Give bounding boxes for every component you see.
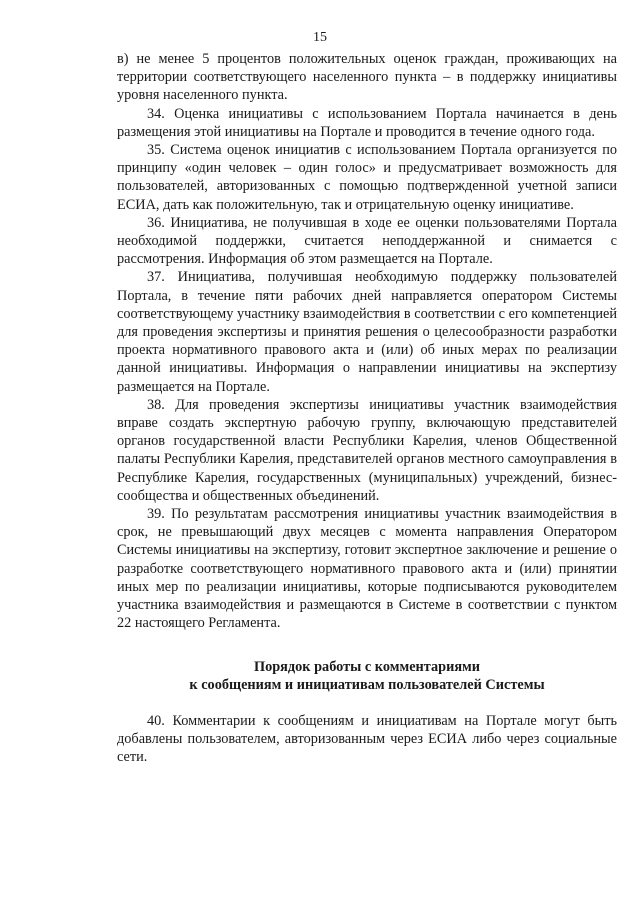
document-body	[117, 50, 617, 767]
section-heading-line-2: к сообщениям и инициативам пользователей Системы	[189, 676, 545, 693]
section-heading-line-1: Порядок работы с комментариями	[253, 658, 481, 675]
paragraph-36: 36. Инициатива, не получившая в ходе ее оценки пользователями Портала необходимой поддержки, считается неподдержанной и снимается с рассмотрения. Информация об этом размещается на Портале.	[117, 214, 617, 268]
paragraph-38: 38. Для проведения экспертизы инициативы участник взаимодействия вправе создать экспертную рабочую группу, включающую представителей органов государственной власти Республики Карелия, членов Общественной палаты Республики Карелия, представителей органов местного самоуправления в Республике Карелия, государственных (муниципальных) учреждений, бизнес-сообщества и общественных объединений.	[117, 396, 617, 504]
paragraph-34: 34. Оценка инициативы с использованием Портала начинается в день размещения этой инициативы на Портале и проводится в течение одного года.	[117, 105, 617, 140]
paragraph-40: 40. Комментарии к сообщениям и инициативам на Портале могут быть добавлены пользователем, авторизованным через ЕСИА либо через социальные сети.	[117, 712, 617, 766]
paragraph-33-v: в) не менее 5 процентов положительных оценок граждан, проживающих на территории соответствующего населенного пункта – в поддержку инициативы уровня населенного пункта.	[117, 51, 617, 104]
paragraph-37: 37. Инициатива, получившая необходимую поддержку пользователей Портала, в течение пяти рабочих дней направляется оператором Системы соответствующему участнику взаимодействия в соответствии с его компетенцией для проведения экспертизы и принятия решения о целесообразности разработки проекта нормативного правового акта и (или) об иных мерах по реализации данной инициативы. Информация о направлении инициативы на экспертизу размещается на Портале.	[117, 269, 617, 395]
paragraph-39: 39. По результатам рассмотрения инициативы участник взаимодействия в срок, не превышающий двух месяцев с момента направления Оператором Системы инициативы на экспертизу, готовит экспертное заключение и решение о разработке соответствующего нормативного правового акта и (или) принятии иных мер по реализации инициативы, которые подписываются руководителем участника взаимодействия и размещаются в Системе в соответствии с пунктом 22 настоящего Регламента.	[117, 506, 617, 632]
paragraph-35: 35. Система оценок инициатив с использованием Портала организуется по принципу «один человек – один голос» и предусматривает возможность для пользователей, авторизованных с помощью подтвержденной учетной записи ЕСИА, дать как положительную, так и отрицательную оценку инициативе.	[117, 142, 617, 213]
page-number: 15	[313, 30, 327, 45]
section-heading	[117, 658, 617, 694]
